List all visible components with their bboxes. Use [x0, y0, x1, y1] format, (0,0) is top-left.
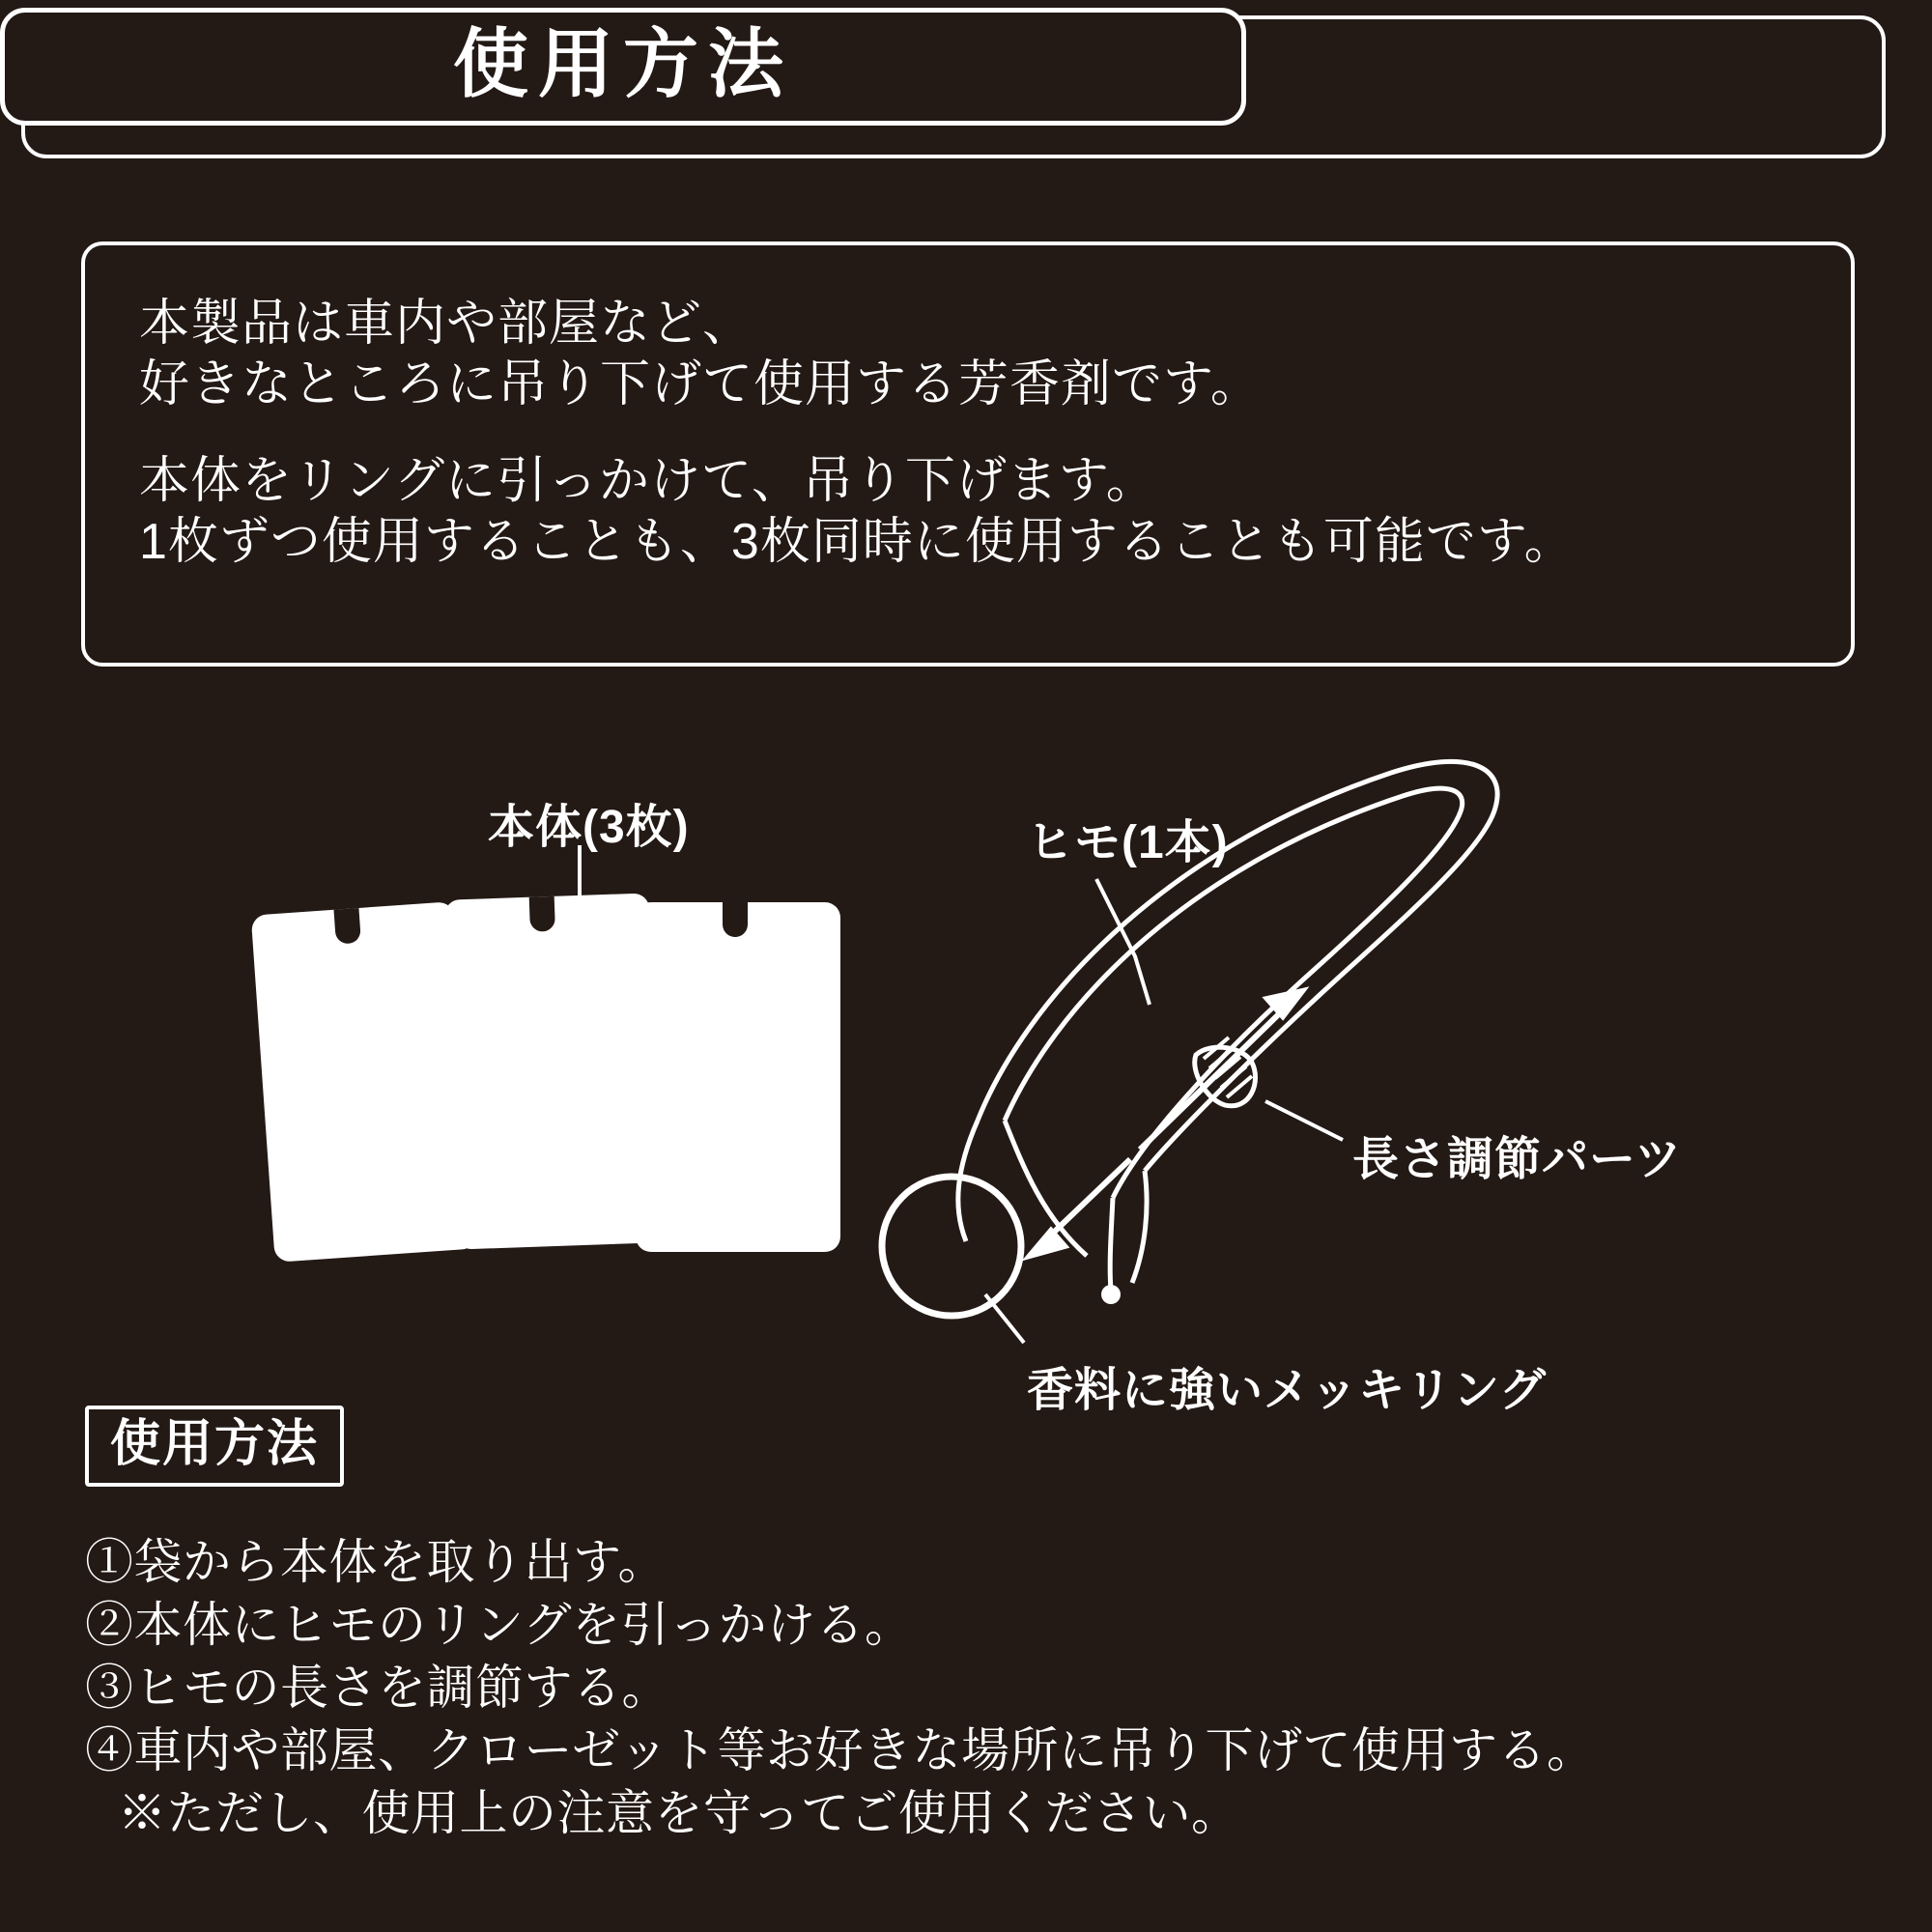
header-title-bar	[0, 8, 1246, 126]
body-card-1	[251, 901, 478, 1263]
card-notch	[529, 896, 555, 932]
usage-step-list	[85, 1531, 1862, 1845]
usage-heading: 使用方法	[85, 1406, 344, 1487]
intro-description-box	[81, 242, 1855, 667]
card-notch	[333, 908, 360, 945]
intro-spacer	[139, 416, 1797, 451]
label-cord: ヒモ(1本)	[1027, 817, 1229, 868]
card-notch	[723, 902, 748, 937]
header	[0, 8, 1932, 162]
usage-step-4: ④車内や部屋、クローゼット等お好きな場所に吊り下げて使用する。	[85, 1723, 1596, 1777]
metal-ring	[882, 1177, 1021, 1316]
label-plated-ring: 香料に強いメッキリング	[1027, 1365, 1548, 1416]
cord-end-knot	[1101, 1285, 1121, 1304]
intro-line-2: 好きなところに吊り下げて使用する芳香剤です。	[139, 356, 1262, 413]
leader-line-ring	[985, 1294, 1024, 1343]
intro-line-4: 1枚ずつ使用することも、3枚同時に使用することも可能です。	[139, 514, 1576, 571]
usage-step-1: ①袋から本体を取り出す。	[85, 1535, 667, 1589]
cord-drawing	[958, 761, 1497, 1291]
usage-note: ※ただし、使用上の注意を守ってご使用ください。	[118, 1786, 1240, 1840]
label-length-adjuster: 長さ調節パーツ	[1352, 1134, 1683, 1185]
adjust-direction-arrows	[1030, 991, 1302, 1256]
label-body: 本体(3枚)	[488, 802, 690, 853]
leader-line-adjuster	[1265, 1101, 1343, 1140]
parts-diagram	[0, 715, 1932, 1416]
intro-line-3: 本体をリングに引っかけて、吊り下げます。	[139, 452, 1157, 509]
intro-line-1: 本製品は車内や部屋など、	[139, 296, 754, 352]
page-title: 使用方法	[452, 21, 793, 106]
body-card-2	[444, 893, 662, 1249]
usage-step-3: ③ヒモの長さを調節する。	[85, 1661, 670, 1715]
body-card-3	[636, 902, 840, 1252]
usage-step-2: ②本体にヒモのリングを引っかける。	[85, 1598, 914, 1652]
